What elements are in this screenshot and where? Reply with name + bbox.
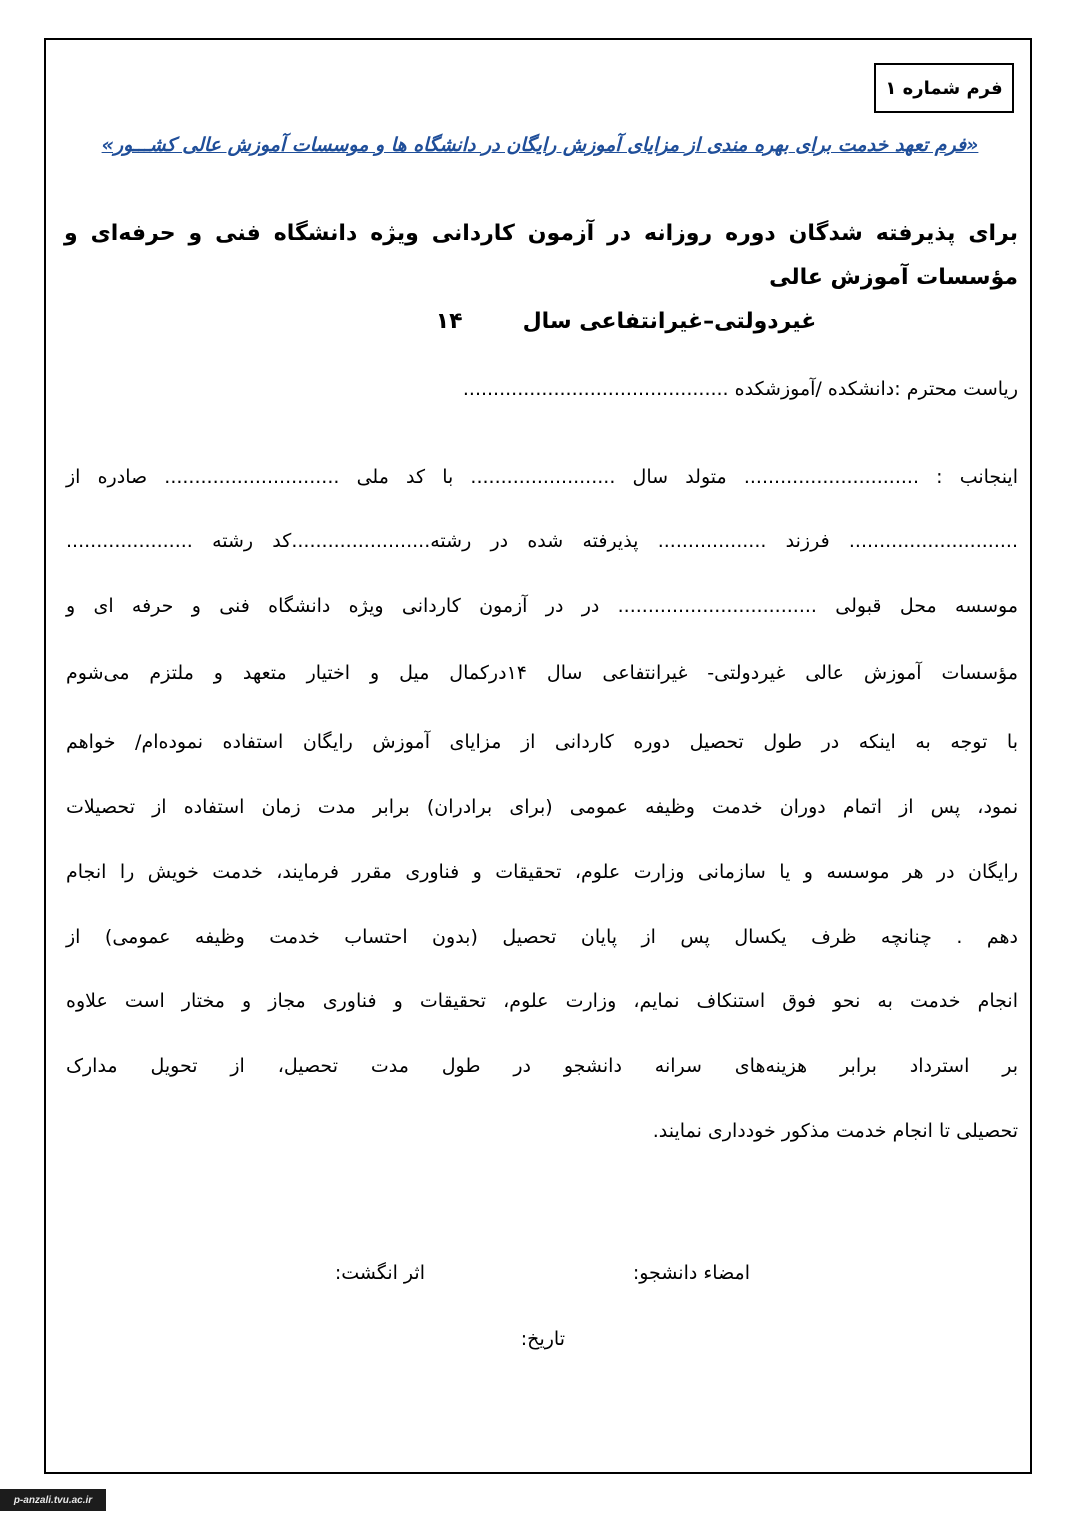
body-line-1: اینجانب : ............................. متولد سال ........................ با کد ملی ............................. صادره از	[66, 466, 1018, 488]
main-title	[64, 212, 1018, 344]
main-title-line2-wrap	[64, 300, 1018, 344]
pledge-title: «فرم تعهد خدمت برای بهره مندی از مزایای آموزش رایگان در دانشگاه ها و موسسات آموزش عالی کشـــور»	[101, 134, 979, 156]
body-line-10: بر استرداد برابر هزینه‌های سرانه دانشجو در طول مدت تحصیل، از تحویل مدارک	[66, 1055, 1018, 1077]
body-line-7: رایگان در هر موسسه و یا سازمانی وزارت علوم، تحقیقات و فناوری مقرر فرمایند، خدمت خویش را انجام	[66, 861, 1018, 883]
form-number-box	[874, 63, 1014, 113]
addressee-line: ریاست محترم :دانشکده /آموزشکده ............................................	[462, 378, 1018, 400]
main-title-line1: برای پذیرفته شدگان دوره روزانه در آزمون کاردانی ویژه دانشگاه فنی و حرفه‌ای و مؤسسات آموزش عالی	[64, 221, 1018, 290]
body-line-6: نمود، پس از اتمام دوران خدمت وظیفه عمومی (برای برادران) برابر مدت زمان استفاده از تحصیلات	[66, 796, 1018, 818]
site-watermark: p-anzali.tvu.ac.ir	[0, 1489, 106, 1511]
form-number: فرم شماره ۱	[885, 77, 1003, 99]
date-label: تاریخ:	[520, 1328, 565, 1350]
body-line-2: ............................ فرزند .................. پذیرفته شده در رشته.......................کد رشته .....................	[66, 530, 1018, 552]
fingerprint-label: اثر انگشت:	[334, 1262, 425, 1284]
main-title-line2: غیردولتی–غیرانتفاعی سال	[522, 309, 817, 334]
main-title-year: ۱۴	[435, 309, 463, 334]
body-line-4: مؤسسات آموزش عالی غیردولتی- غیرانتفاعی سال ۱۴درکمال میل و اختیار متعهد و ملتزم می‌شوم	[66, 662, 1018, 684]
body-line-9: انجام خدمت به نحو فوق استنکاف نمایم، وزارت علوم، تحقیقات و فناوری مجاز و مختار است علاوه	[66, 990, 1018, 1012]
body-line-3: موسسه محل قبولی ................................. در در آزمون کاردانی ویژه دانشگاه فنی و حرفه ای و	[66, 595, 1018, 617]
body-line-11: تحصیلی تا انجام خدمت مذکور خودداری نمایند.	[652, 1120, 1018, 1142]
body-line-5: با توجه به اینکه در طول تحصیل دوره کاردانی از مزایای آموزش رایگان استفاده نموده‌ام/ خواهم	[66, 731, 1018, 753]
student-signature-label: امضاء دانشجو:	[632, 1262, 750, 1284]
body-line-8: دهم . چنانچه ظرف یکسال پس از پایان تحصیل (بدون احتساب خدمت وظیفه عمومی) از	[66, 926, 1018, 948]
